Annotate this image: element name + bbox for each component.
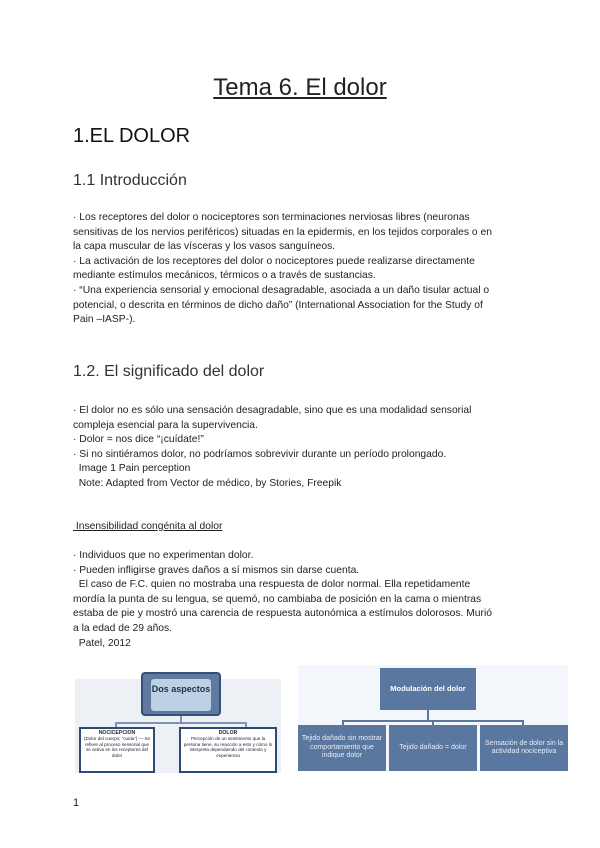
document-title: Tema 6. El dolor (213, 74, 387, 101)
text-line: · Si no sintiéramos dolor, no podríamos sobrevivir durante un período prolongado. (73, 448, 447, 460)
section-heading-significado: 1.2. El significado del dolor (73, 363, 265, 380)
diagram-top-node: Modulación del dolor (380, 668, 476, 710)
page-number: 1 (73, 797, 80, 809)
text-line: Pain –IASP-). (73, 314, 136, 326)
text-line: · Los receptores del dolor o nociceptores son terminaciones nerviosas libres (neuronas (73, 212, 470, 223)
text-line: · La activación de los receptores del dolor o nociceptores puede realizarse directamente (73, 255, 475, 267)
image-caption: Image 1 Pain perception (73, 463, 191, 475)
connector-line (115, 722, 247, 724)
text-line: mediante estímulos mecánicos, térmicos o a través de sustancias. (73, 270, 376, 282)
subheading-insensibilidad: Insensibilidad congénita al dolor (73, 521, 223, 532)
text-line: a la edad de 29 años. (73, 622, 173, 634)
text-line: · “Una experiencia sensorial y emocional desagradable, asociada a un daño tisular actual o (73, 284, 490, 296)
significado-paragraph (73, 404, 533, 492)
node-text: Percepción de un sentimiento que la persona tiene, su reacción a esto y cómo lo interpreta dependiendo del contexto y experiencia (183, 736, 273, 758)
text-line: · Pueden infligirse graves daños a sí mismos sin darse cuenta. (73, 564, 360, 576)
text-line: · Dolor = nos dice “¡cuídate!” (73, 434, 204, 446)
node-dolor (179, 727, 277, 773)
text-line: potencial, o descrita en términos de dicho daño” (International Association for the Study of (73, 299, 483, 311)
connector-line (427, 710, 429, 720)
diagram-modulacion-del-dolor (298, 665, 568, 771)
text-line: · El dolor no es sólo una sensación desagradable, sino que es una modalidad sensorial (73, 405, 472, 416)
insensibilidad-paragraph (73, 549, 533, 651)
section-heading-introduccion: 1.1 Introducción (73, 172, 187, 189)
node-text: (Dolor del cuerpo; “cuida”) — Se refiere al proceso sensorial que se activa en los receptores del dolor (83, 736, 151, 758)
node-title: DOLOR (218, 730, 238, 736)
node-sensacion-sin-nocicepcion: Sensación de dolor sin la actividad nociceptiva (480, 725, 568, 771)
text-line: sensitivas de los nervios periféricos) situadas en la epidermis, en los tejidos corporales o en (73, 226, 492, 238)
heading-el-dolor: 1.EL DOLOR (73, 125, 191, 147)
image-note: Note: Adapted from Vector de médico, by Stories, Freepik (73, 477, 342, 489)
citation: Patel, 2012 (73, 637, 131, 649)
text-line: El caso de F.C. quien no mostraba una respuesta de dolor normal. Ella repetidamente (73, 579, 471, 591)
text-line: compleja esencial para la supervivencia. (73, 419, 258, 431)
text-line: estaba de pie y mostró una carencia de respuesta autonómica a estímulos dolorosos. Murió (73, 608, 492, 620)
node-tejido-sin-dolor: Tejido dañado sin mostrar comportamiento que indique dolor (298, 725, 386, 771)
node-nocicepcion (79, 727, 155, 773)
node-title: NOCICEPCION (98, 730, 136, 736)
text-line: · Individuos que no experimentan dolor. (73, 550, 254, 561)
text-line: mordía la punta de su lengua, se quemó, no cambiaba de posición en la cama o mientras (73, 593, 482, 605)
node-tejido-dolor: Tejido dañado = dolor (389, 725, 477, 771)
diagram-dos-aspectos (75, 667, 281, 773)
text-line: la capa muscular de las vísceras y los vasos sanguíneos. (73, 241, 336, 253)
diagram-top-node: Dos aspectos (151, 679, 211, 711)
introduccion-paragraph (73, 211, 533, 328)
